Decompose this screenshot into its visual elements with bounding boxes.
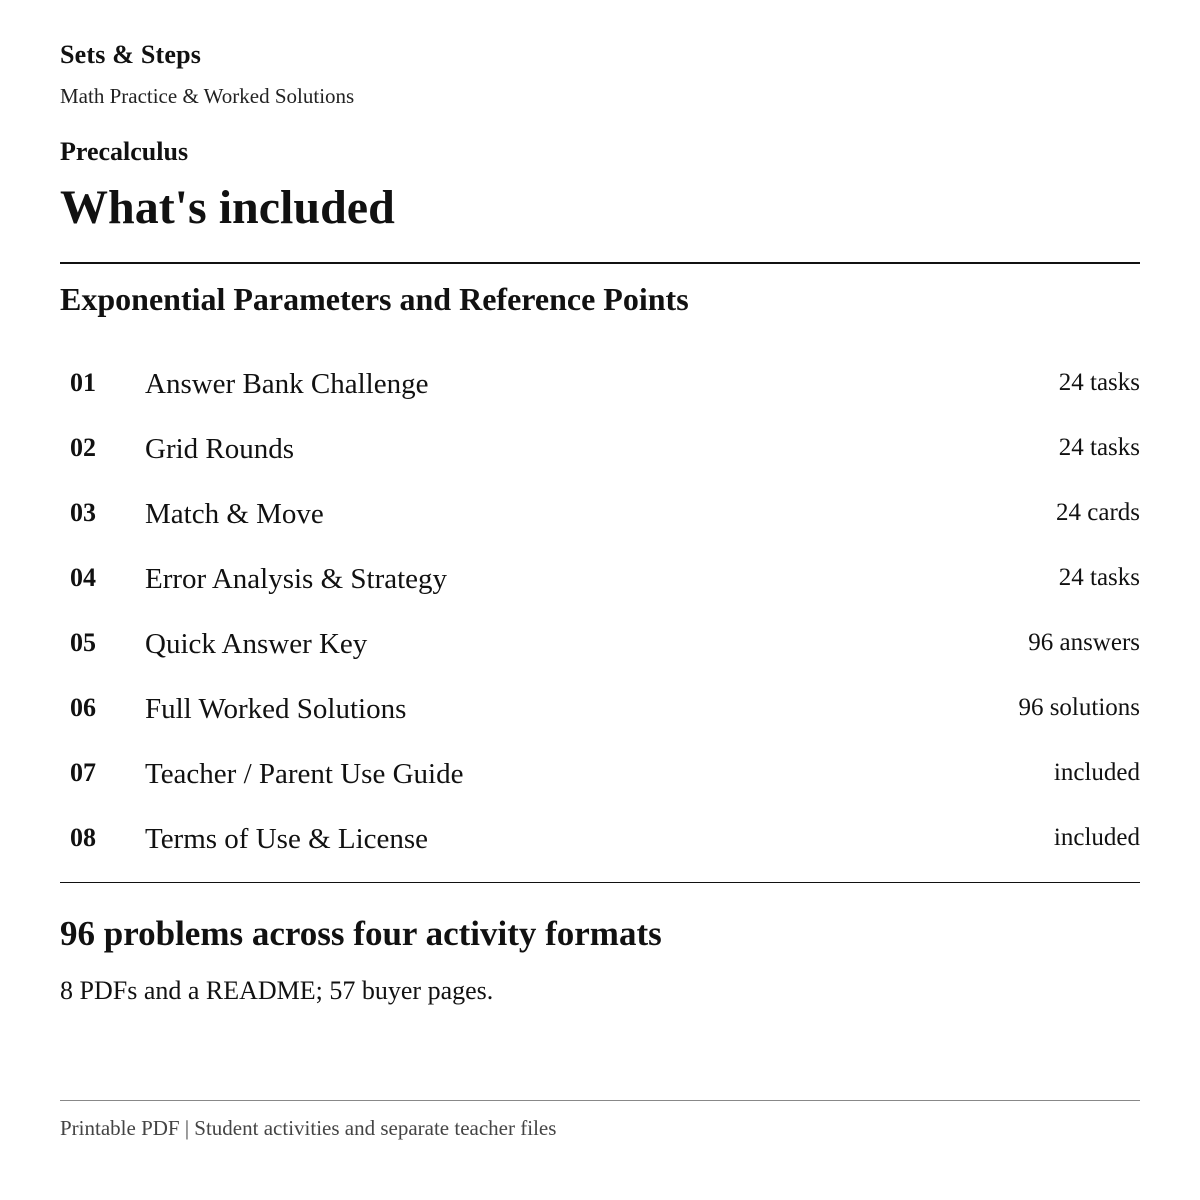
item-number: 08 — [70, 823, 96, 852]
list-item — [60, 677, 1140, 742]
item-name: Quick Answer Key — [145, 628, 368, 660]
brand-name: Sets & Steps — [60, 40, 202, 69]
item-number: 02 — [70, 433, 96, 462]
item-count: included — [1053, 824, 1140, 851]
page-title: What's included — [60, 181, 395, 234]
contents-list — [60, 352, 1140, 872]
item-number: 05 — [70, 628, 96, 657]
list-item — [60, 352, 1140, 417]
item-count: included — [1053, 759, 1140, 786]
footer-divider — [60, 1100, 1140, 1101]
item-count: 96 answers — [1028, 629, 1140, 656]
summary-headline: 96 problems across four activity formats — [60, 914, 662, 953]
list-item — [60, 807, 1140, 872]
item-number: 03 — [70, 498, 96, 527]
list-divider — [60, 882, 1140, 883]
title-divider — [60, 262, 1140, 264]
item-count: 24 tasks — [1058, 369, 1140, 396]
item-number: 07 — [70, 758, 96, 787]
summary-detail: 8 PDFs and a README; 57 buyer pages. — [60, 976, 494, 1005]
footer-note: Printable PDF | Student activities and separate teacher files — [60, 1116, 557, 1140]
item-count: 24 tasks — [1058, 564, 1140, 591]
item-number: 01 — [70, 368, 96, 397]
item-name: Match & Move — [145, 498, 324, 530]
item-count: 24 cards — [1056, 499, 1140, 526]
list-item — [60, 417, 1140, 482]
item-name: Full Worked Solutions — [145, 693, 407, 725]
list-item — [60, 547, 1140, 612]
list-item — [60, 742, 1140, 807]
item-name: Grid Rounds — [145, 433, 295, 465]
page — [60, 0, 1140, 1200]
subject-label: Precalculus — [60, 137, 189, 166]
section-title: Exponential Parameters and Reference Points — [60, 281, 689, 317]
item-name: Answer Bank Challenge — [145, 368, 429, 400]
item-number: 04 — [70, 563, 96, 592]
brand-tagline: Math Practice & Worked Solutions — [60, 84, 355, 108]
list-item — [60, 612, 1140, 677]
item-name: Error Analysis & Strategy — [145, 563, 448, 595]
item-name: Teacher / Parent Use Guide — [145, 758, 464, 790]
item-name: Terms of Use & License — [145, 823, 429, 855]
item-count: 24 tasks — [1058, 434, 1140, 461]
item-count: 96 solutions — [1018, 694, 1140, 721]
list-item — [60, 482, 1140, 547]
item-number: 06 — [70, 693, 96, 722]
